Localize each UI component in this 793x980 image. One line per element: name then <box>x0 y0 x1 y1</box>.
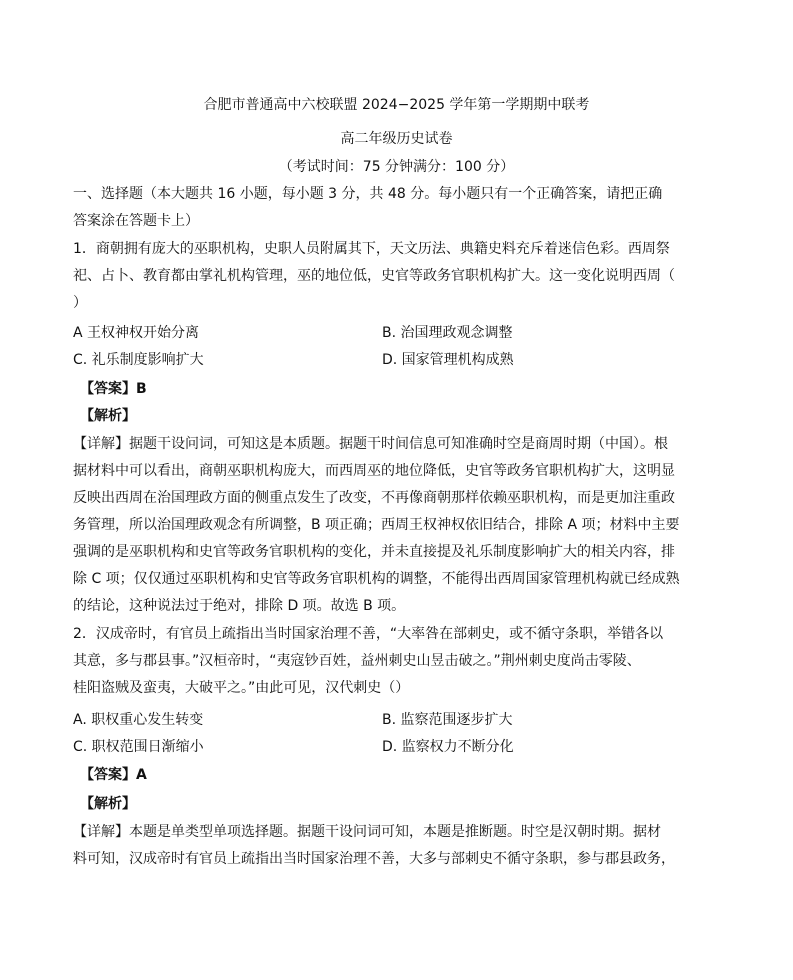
question-1-line2: 祀、占卜、教育都由掌礼机构管理，巫的地位低，史官等政务官职机构扩大。这一变化说明西周（ <box>73 268 675 284</box>
question-1-analysis-label: 【解析】 <box>80 408 136 424</box>
question-1-answer: 【答案】B <box>80 381 147 397</box>
question-2-line2: 其意，多与郡县事。”汉桓帝时，“夷寇钞百姓，益州刺史山昱击破之。”荆州刺史度尚击零陵、 <box>73 653 641 669</box>
exam-info: （考试时间：75 分钟满分：100 分） <box>278 159 515 175</box>
question-2-option-c: C. 职权范围日渐缩小 <box>73 739 204 755</box>
question-1-detail-line: 的结论，这种说法过于绝对，排除 D 项。故选 B 项。 <box>73 598 406 614</box>
question-1-option-a: A 王权神权开始分离 <box>73 325 200 341</box>
question-2-analysis-label: 【解析】 <box>80 796 136 812</box>
question-2-option-d: D. 监察权力不断分化 <box>382 739 514 755</box>
question-2-detail-line: 【详解】本题是单类型单项选择题。据题干设问词可知，本题是推断题。时空是汉朝时期。据材 <box>73 824 661 840</box>
question-2-detail-line: 料可知，汉成帝时有官员上疏指出当时国家治理不善，大多与部刺史不循守条职，参与郡县政务， <box>73 851 675 867</box>
question-2-option-a: A. 职权重心发生转变 <box>73 712 204 728</box>
question-2-option-b: B. 监察范围逐步扩大 <box>382 712 513 728</box>
question-1-detail-line: 除 C 项；仅仅通过巫职机构和史官等政务官职机构的调整，不能得出西周国家管理机构就已经成熟 <box>73 571 680 587</box>
question-1-detail-line: 务管理，所以治国理政观念有所调整，B 项正确；西周王权神权依旧结合，排除 A 项；材料中主要 <box>73 517 680 533</box>
exam-subtitle: 高二年级历史试卷 <box>340 131 453 147</box>
question-1-detail-line: 据材料中可以看出，商朝巫职机构庞大，而西周巫的地位降低，史官等政务官职机构扩大，这明显 <box>73 463 675 479</box>
question-1-line1: 1．商朝拥有庞大的巫职机构，史职人员附属其下，天文历法、典籍史料充斥着迷信色彩。西周祭 <box>73 241 670 257</box>
question-1-detail-line: 【详解】据题干设问词，可知这是本质题。据题干时间信息可知准确时空是商周时期（中国）。根 <box>73 436 668 452</box>
section-instruction-line1: 一、选择题（本大题共 16 小题，每小题 3 分，共 48 分。每小题只有一个正确答案，请把正确 <box>73 186 663 202</box>
question-1-option-d: D. 国家管理机构成熟 <box>382 352 514 368</box>
question-1-option-c: C. 礼乐制度影响扩大 <box>73 352 204 368</box>
exam-title: 合肥市普通高中六校联盟 2024−2025 学年第一学期期中联考 <box>203 97 590 113</box>
question-1-line3: ） <box>73 295 87 311</box>
question-1-detail-line: 反映出西周在治国理政方面的侧重点发生了改变，不再像商朝那样依赖巫职机构，而是更加注重政 <box>73 490 675 506</box>
question-2-line3: 桂阳盗贼及蛮夷，大破平之。”由此可见，汉代刺史（） <box>73 680 410 696</box>
section-instruction-line2: 答案涂在答题卡上） <box>73 213 199 229</box>
question-2-line1: 2．汉成帝时，有官员上疏指出当时国家治理不善，“大率咎在部刺史，或不循守条职，举错各以 <box>73 626 664 642</box>
question-2-answer: 【答案】A <box>80 767 147 783</box>
question-1-option-b: B. 治国理政观念调整 <box>382 325 513 341</box>
question-1-detail-line: 强调的是巫职机构和史官等政务官职机构的变化，并未直接提及礼乐制度影响扩大的相关内容，排 <box>73 544 675 560</box>
